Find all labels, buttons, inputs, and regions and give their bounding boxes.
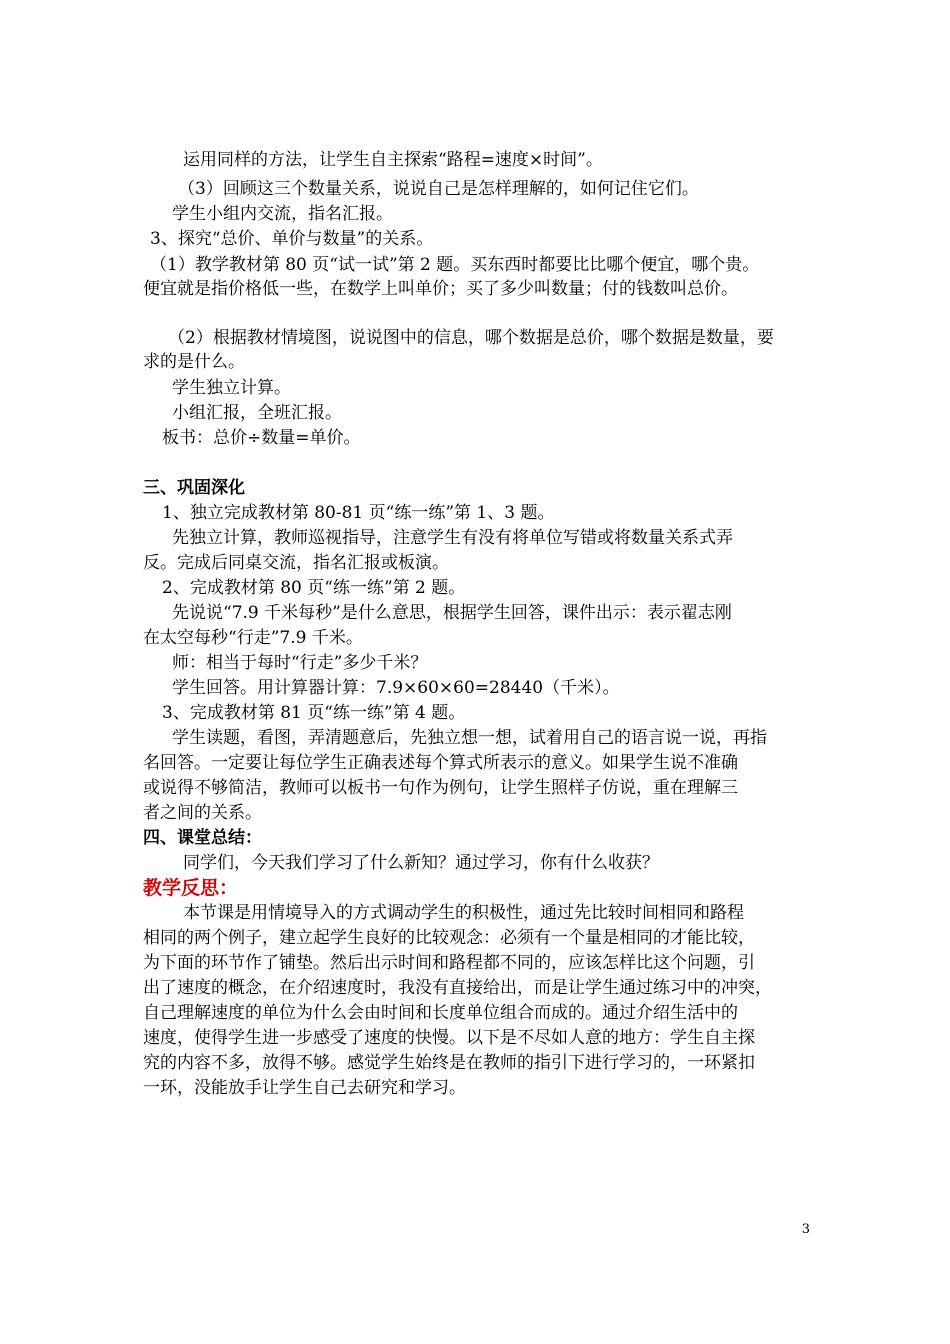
- paragraph-line: 同学们，今天我们学习了什么新知？通过学习，你有什么收获？: [183, 853, 659, 873]
- paragraph-line: 学生独立计算。: [172, 378, 291, 398]
- paragraph-line: 先独立计算，教师巡视指导，注意学生有没有将单位写错或将数量关系式弄: [172, 528, 733, 548]
- paragraph-line: 小组汇报，全班汇报。: [172, 403, 342, 423]
- paragraph-line: 名回答。一定要让每位学生正确表述每个算式所表示的意义。如果学生说不准确: [143, 753, 738, 773]
- paragraph-line: 一环，没能放手让学生自己去研究和学习。: [143, 1078, 466, 1098]
- paragraph-line: 速度，使得学生进一步感受了速度的快慢。以下是不尽如人意的地方：学生自主探: [143, 1028, 755, 1048]
- section-item: 2、完成教材第 80 页“练一练”第 2 题。: [162, 578, 466, 598]
- paragraph-line: 本节课是用情境导入的方式调动学生的积极性，通过先比较时间相同和路程: [183, 903, 744, 923]
- paragraph-line: （1）教学教材第 80 页“试一试”第 2 题。买东西时都要比比哪个便宜，哪个贵。: [150, 255, 760, 275]
- paragraph-line: （2）根据教材情境图，说说图中的信息，哪个数据是总价，哪个数据是数量，要: [168, 328, 774, 348]
- section-item: 1、独立完成教材第 80-81 页“练一练”第 1、3 题。: [162, 503, 555, 523]
- section-item: 3、探究“总价、单价与数量”的关系。: [150, 229, 434, 249]
- paragraph-line: 学生小组内交流，指名汇报。: [172, 204, 393, 224]
- paragraph-line: 相同的两个例子，建立起学生良好的比较观念：必须有一个量是相同的才能比较，: [143, 928, 755, 948]
- paragraph-line: 在太空每秒“行走”7.9 千米。: [143, 628, 363, 648]
- paragraph-line: 反。完成后同桌交流，指名汇报或板演。: [143, 553, 449, 573]
- paragraph-line: 求的是什么。: [143, 352, 245, 372]
- paragraph-line: （3）回顾这三个数量关系，说说自己是怎样理解的，如何记住它们。: [178, 179, 699, 199]
- paragraph-line: 运用同样的方法，让学生自主探索“路程=速度×时间”。: [183, 150, 603, 170]
- section-item: 3、完成教材第 81 页“练一练”第 4 题。: [162, 703, 466, 723]
- paragraph-line: 究的内容不多，放得不够。感觉学生始终是在教师的指引下进行学习的，一环紧扣: [143, 1053, 755, 1073]
- paragraph-line: 者之间的关系。: [143, 803, 262, 823]
- paragraph-line: 自己理解速度的单位为什么会由时间和长度单位组合而成的。通过介绍生活中的: [143, 1003, 738, 1023]
- paragraph-line: 出了速度的概念，在介绍速度时，我没有直接给出，而是让学生通过练习中的冲突，: [143, 978, 772, 998]
- paragraph-line: 学生读题，看图，弄清题意后，先独立想一想，试着用自己的语言说一说，再指: [172, 728, 767, 748]
- paragraph-line: 或说得不够简洁，教师可以板书一句作为例句，让学生照样子仿说，重在理解三: [143, 778, 738, 798]
- paragraph-line: 先说说“7.9 千米每秒”是什么意思，根据学生回答，课件出示：表示翟志刚: [172, 603, 732, 623]
- board-note: 板书：总价÷数量=单价。: [162, 428, 361, 448]
- section-heading: 三、巩固深化: [143, 478, 245, 498]
- section-heading: 四、课堂总结：: [143, 828, 262, 848]
- reflection-heading: 教学反思：: [143, 877, 239, 899]
- paragraph-line: 便宜就是指价格低一些，在数学上叫单价；买了多少叫数量；付的钱数叫总价。: [143, 279, 738, 299]
- paragraph-line: 师：相当于每时“行走”多少千米？: [172, 653, 428, 673]
- paragraph-line: 为下面的环节作了铺垫。然后出示时间和路程都不同的，应该怎样比这个问题，引: [143, 953, 755, 973]
- paragraph-line: 学生回答。用计算器计算：7.9×60×60=28440（千米）。: [172, 678, 620, 698]
- page-number: 3: [801, 1222, 810, 1237]
